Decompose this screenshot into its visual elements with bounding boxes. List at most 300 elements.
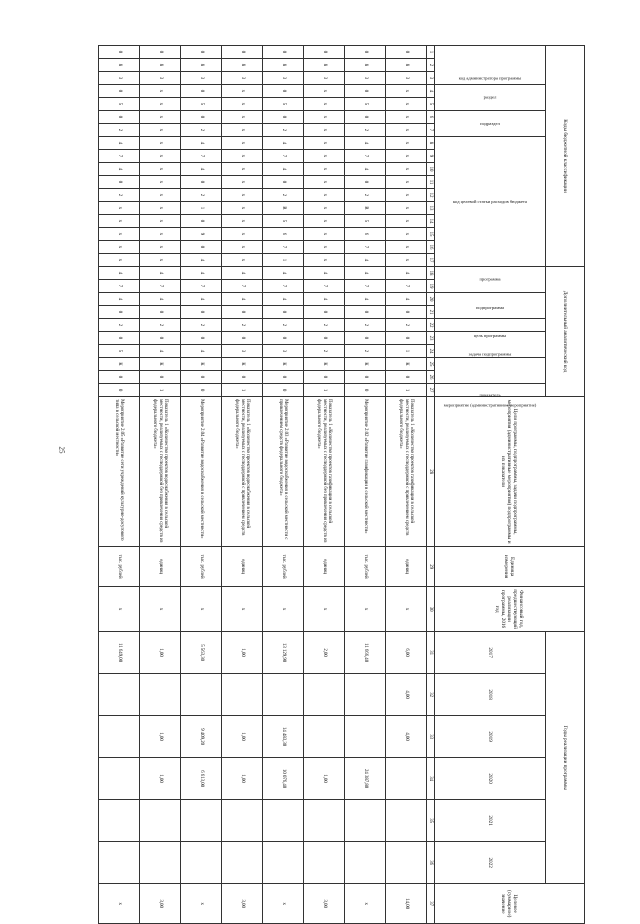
row-year-value bbox=[140, 842, 181, 884]
code-target-header bbox=[435, 137, 546, 267]
code-cell: 0 bbox=[263, 306, 304, 319]
code-cell: 2 bbox=[304, 345, 345, 358]
code-cell: х bbox=[99, 215, 140, 228]
code-cell: 0 bbox=[263, 111, 304, 124]
code-cell: 5 bbox=[263, 215, 304, 228]
col-index: 6 bbox=[427, 111, 435, 124]
code-cell: х bbox=[140, 254, 181, 267]
code-cell: х bbox=[386, 215, 427, 228]
table-row bbox=[304, 46, 345, 924]
code-cell: 4 bbox=[181, 254, 222, 267]
code-cell: 2 bbox=[99, 189, 140, 202]
row-year-value: 4,00 bbox=[386, 674, 427, 716]
code-cell: х bbox=[386, 163, 427, 176]
code-cell: R bbox=[345, 202, 386, 215]
code-cell: 1 bbox=[386, 345, 427, 358]
code-cell: 3 bbox=[222, 72, 263, 85]
col-index: 15 bbox=[427, 228, 435, 241]
extra-col-header-1 bbox=[435, 293, 546, 319]
row-year-value bbox=[99, 842, 140, 884]
row-year-value bbox=[386, 800, 427, 842]
row-year-value bbox=[345, 674, 386, 716]
code-cell: х bbox=[386, 254, 427, 267]
code-cell: х bbox=[222, 150, 263, 163]
code-cell: 3 bbox=[345, 72, 386, 85]
col-index: 32 bbox=[427, 674, 435, 716]
col-index: 14 bbox=[427, 215, 435, 228]
col-index: 26 bbox=[427, 371, 435, 384]
code-cell: 3 bbox=[181, 72, 222, 85]
code-cell: х bbox=[304, 189, 345, 202]
code-cell: 0 bbox=[140, 46, 181, 59]
code-cell: 0 bbox=[304, 332, 345, 345]
code-cell: 0 bbox=[345, 371, 386, 384]
row-year-value bbox=[304, 716, 345, 758]
code-cell: 0 bbox=[345, 306, 386, 319]
row-year-value: 1,00 bbox=[222, 758, 263, 800]
row-year-value bbox=[222, 842, 263, 884]
table-row bbox=[99, 46, 140, 924]
code-cell: 2 bbox=[263, 319, 304, 332]
row-total: х bbox=[345, 884, 386, 924]
code-cell: 4 bbox=[140, 267, 181, 280]
table-row bbox=[181, 46, 222, 924]
row-unit: единиц bbox=[304, 547, 345, 587]
code-cell: 8 bbox=[181, 59, 222, 72]
code-cell: К bbox=[99, 358, 140, 371]
code-cell: 0 bbox=[345, 85, 386, 98]
code-cell: х bbox=[140, 137, 181, 150]
code-cell: 0 bbox=[99, 85, 140, 98]
row-fin-year: х bbox=[304, 587, 345, 632]
code-cell: 4 bbox=[181, 163, 222, 176]
code-cell: 3 bbox=[263, 72, 304, 85]
code-cell: х bbox=[99, 228, 140, 241]
code-cell: 2 bbox=[181, 189, 222, 202]
code-cell: 0 bbox=[222, 306, 263, 319]
code-cell: 0 bbox=[99, 332, 140, 345]
code-cell: х bbox=[386, 111, 427, 124]
col-index: 7 bbox=[427, 124, 435, 137]
row-year-value: 9 409,20 bbox=[181, 716, 222, 758]
code-cell: 3 bbox=[222, 345, 263, 358]
code-cell: 0 bbox=[181, 371, 222, 384]
code-cell: 2 bbox=[263, 189, 304, 202]
code-cell: х bbox=[99, 254, 140, 267]
code-cell: 0 bbox=[263, 85, 304, 98]
code-cell: 2 bbox=[181, 319, 222, 332]
code-cell: х bbox=[222, 85, 263, 98]
col-index: 27 bbox=[427, 384, 435, 397]
col-index: 23 bbox=[427, 332, 435, 345]
extra-class-header: Дополнительный аналитический код bbox=[546, 267, 585, 397]
table-row bbox=[263, 46, 304, 924]
code-cell: К bbox=[222, 358, 263, 371]
code-cell: 0 bbox=[304, 46, 345, 59]
name-header: Цели программы, подпрограммы, задачи подпрограммы, мероприятия (административные мероприятия) подпрограммы и их показатели bbox=[435, 397, 585, 547]
col-index: 17 bbox=[427, 254, 435, 267]
podrazdel-header bbox=[435, 111, 546, 137]
row-year-value: 10 076,40 bbox=[263, 758, 304, 800]
row-unit: единиц bbox=[222, 547, 263, 587]
code-cell: х bbox=[140, 85, 181, 98]
code-cell: К bbox=[304, 358, 345, 371]
code-cell: 4 bbox=[386, 293, 427, 306]
row-description: Показатель 1 «Количество проектов газификации в сельской местности, реализуемых с господдержкой без привлечения средств из федерального бюджета» bbox=[304, 397, 345, 547]
code-cell: К bbox=[263, 358, 304, 371]
row-fin-year: х bbox=[181, 587, 222, 632]
row-unit: тыс. рублей bbox=[99, 547, 140, 587]
code-cell: 0 bbox=[99, 176, 140, 189]
row-year-value bbox=[304, 842, 345, 884]
code-cell: R bbox=[263, 202, 304, 215]
code-cell: 1 bbox=[181, 202, 222, 215]
col-index: 22 bbox=[427, 319, 435, 332]
row-year-value: 1,00 bbox=[140, 758, 181, 800]
code-cell: 0 bbox=[181, 85, 222, 98]
code-cell: х bbox=[222, 98, 263, 111]
code-cell: 4 bbox=[345, 137, 386, 150]
extra-col-header-2 bbox=[435, 319, 546, 339]
code-cell: 2 bbox=[304, 319, 345, 332]
code-cell: х bbox=[304, 215, 345, 228]
code-cell: х bbox=[222, 254, 263, 267]
code-cell: 8 bbox=[140, 59, 181, 72]
code-cell: 0 bbox=[181, 332, 222, 345]
code-cell: 5 bbox=[345, 215, 386, 228]
row-year-value bbox=[345, 800, 386, 842]
year-header-2020: 2020 bbox=[435, 758, 546, 800]
code-cell: х bbox=[304, 163, 345, 176]
table-row bbox=[386, 46, 427, 924]
row-unit: единиц bbox=[140, 547, 181, 587]
row-year-value bbox=[386, 758, 427, 800]
row-description: Мероприятие 2.04 «Развитие водоснабжения в сельской местности» bbox=[181, 397, 222, 547]
row-year-value: 6 613,00 bbox=[181, 758, 222, 800]
code-cell: 2 bbox=[345, 319, 386, 332]
code-cell: х bbox=[140, 150, 181, 163]
code-cell: 2 bbox=[345, 189, 386, 202]
table-row bbox=[222, 46, 263, 924]
code-cell: х bbox=[222, 228, 263, 241]
code-cell: х bbox=[304, 137, 345, 150]
code-cell: К bbox=[140, 358, 181, 371]
code-cell: 0 bbox=[99, 371, 140, 384]
code-cell: 7 bbox=[263, 150, 304, 163]
year-header-2018: 2018 bbox=[435, 674, 546, 716]
code-cell: х bbox=[304, 124, 345, 137]
extra-col-header-4-text: мероприятие (административное мероприятие) bbox=[443, 402, 537, 408]
extra-col-header-5-text: показатель bbox=[479, 392, 501, 398]
years-header: Годы реализации программы bbox=[546, 632, 585, 884]
code-cell: 6 bbox=[263, 228, 304, 241]
code-cell: 1 bbox=[304, 384, 345, 397]
row-year-value bbox=[345, 716, 386, 758]
row-year-value bbox=[140, 800, 181, 842]
code-cell: х bbox=[304, 228, 345, 241]
code-cell: х bbox=[386, 98, 427, 111]
unit-header: Единица измерения bbox=[435, 547, 585, 587]
row-year-value bbox=[222, 800, 263, 842]
code-cell: 2 bbox=[345, 124, 386, 137]
col-index: 19 bbox=[427, 280, 435, 293]
row-fin-year: х bbox=[345, 587, 386, 632]
year-header-2017: 2017 bbox=[435, 632, 546, 674]
row-fin-year: х bbox=[263, 587, 304, 632]
code-cell: 2 bbox=[222, 319, 263, 332]
row-year-value bbox=[263, 800, 304, 842]
row-description: Показатель 1 «Количество проектов водоснабжения в сельской местности, реализуемых с господдержкой с привлечением средств федерального бюджета» bbox=[222, 397, 263, 547]
code-cell: 4 bbox=[99, 267, 140, 280]
code-cell: 5 bbox=[345, 98, 386, 111]
code-target-header-text: код целевой статьи расходов бюджета bbox=[453, 198, 527, 204]
code-cell: х bbox=[222, 176, 263, 189]
row-year-value bbox=[99, 716, 140, 758]
code-cell: 2 bbox=[99, 124, 140, 137]
code-cell: х bbox=[304, 85, 345, 98]
code-cell: 9 bbox=[181, 228, 222, 241]
col-index: 11 bbox=[427, 176, 435, 189]
code-cell: 4 bbox=[345, 163, 386, 176]
code-cell: 7 bbox=[345, 150, 386, 163]
row-year-value bbox=[222, 674, 263, 716]
code-cell: 4 bbox=[304, 293, 345, 306]
col-index: 30 bbox=[427, 587, 435, 632]
code-cell: х bbox=[386, 176, 427, 189]
code-cell: х bbox=[222, 189, 263, 202]
col-index: 34 bbox=[427, 758, 435, 800]
code-cell: 0 bbox=[99, 306, 140, 319]
row-description: Мероприятие 2.05 «Развитие сети учреждений культурно-досугового типа в сельской местности» bbox=[99, 397, 140, 547]
col-index: 29 bbox=[427, 547, 435, 587]
row-total: х bbox=[99, 884, 140, 924]
code-cell: х bbox=[386, 150, 427, 163]
row-description: Показатель 1 «Количество проектов водоснабжения в сельской местности, реализуемых с господдержкой без привлечения средств из федерального бюджета» bbox=[140, 397, 181, 547]
code-cell: 4 bbox=[386, 267, 427, 280]
code-cell: х bbox=[304, 111, 345, 124]
code-cell: 0 bbox=[181, 241, 222, 254]
row-description: Показатель 1 «Количество проектов газификации в сельской местности, реализуемых с господдержкой с привлечением средств федерального бюджета» bbox=[386, 397, 427, 547]
code-cell: 0 bbox=[304, 306, 345, 319]
row-year-value: 1,00 bbox=[140, 716, 181, 758]
code-cell: 7 bbox=[345, 241, 386, 254]
code-cell: х bbox=[140, 215, 181, 228]
code-cell: х bbox=[222, 163, 263, 176]
row-unit: единиц bbox=[386, 547, 427, 587]
code-cell: 0 bbox=[345, 46, 386, 59]
code-cell: х bbox=[386, 241, 427, 254]
code-cell: 0 bbox=[222, 371, 263, 384]
code-cell: 4 bbox=[99, 163, 140, 176]
code-cell: 7 bbox=[345, 280, 386, 293]
col-index: 24 bbox=[427, 345, 435, 358]
code-cell: 0 bbox=[304, 371, 345, 384]
total-header: Целевое (суммарное) значение bbox=[435, 884, 585, 924]
code-cell: х bbox=[386, 228, 427, 241]
code-cell: х bbox=[386, 124, 427, 137]
code-cell: 4 bbox=[181, 137, 222, 150]
col-index: 5 bbox=[427, 98, 435, 111]
code-cell: 1 bbox=[386, 384, 427, 397]
code-cell: 0 bbox=[263, 332, 304, 345]
row-year-value: 14 483,30 bbox=[263, 716, 304, 758]
code-cell: х bbox=[304, 241, 345, 254]
code-cell: 4 bbox=[345, 254, 386, 267]
extra-col-header-1-text: подпрограмма bbox=[475, 305, 505, 311]
col-index: 31 bbox=[427, 632, 435, 674]
row-total: х bbox=[263, 884, 304, 924]
code-cell: х bbox=[99, 202, 140, 215]
code-cell: 0 bbox=[222, 332, 263, 345]
row-year-value bbox=[99, 800, 140, 842]
code-cell: 4 bbox=[345, 267, 386, 280]
code-cell: 5 bbox=[181, 98, 222, 111]
row-total: 3,00 bbox=[222, 884, 263, 924]
row-year-value bbox=[263, 842, 304, 884]
col-index: 20 bbox=[427, 293, 435, 306]
code-cell: х bbox=[304, 202, 345, 215]
code-cell: 2 bbox=[386, 319, 427, 332]
col-index: 13 bbox=[427, 202, 435, 215]
row-year-value: 24 387,80 bbox=[345, 758, 386, 800]
code-cell: 7 bbox=[386, 280, 427, 293]
code-cell: 4 bbox=[345, 293, 386, 306]
row-year-value: 1,00 bbox=[222, 632, 263, 674]
row-year-value bbox=[99, 758, 140, 800]
code-cell: 4 bbox=[99, 137, 140, 150]
row-year-value bbox=[304, 674, 345, 716]
code-cell: 0 bbox=[345, 111, 386, 124]
code-cell: К bbox=[345, 358, 386, 371]
row-year-value: 11 666,40 bbox=[345, 632, 386, 674]
code-cell: 4 bbox=[263, 163, 304, 176]
code-cell: 8 bbox=[386, 59, 427, 72]
code-cell: 1 bbox=[140, 384, 181, 397]
row-year-value: 1,00 bbox=[304, 758, 345, 800]
row-year-value bbox=[304, 800, 345, 842]
code-cell: 0 bbox=[99, 384, 140, 397]
code-cell: 8 bbox=[222, 59, 263, 72]
code-cell: х bbox=[222, 124, 263, 137]
row-year-value bbox=[181, 800, 222, 842]
code-cell: 0 bbox=[181, 111, 222, 124]
col-index: 36 bbox=[427, 842, 435, 884]
fin-year-header: Финансовый год, предшествующий реализации программы, 2016 год bbox=[435, 587, 585, 632]
code-cell: х bbox=[304, 176, 345, 189]
code-cell: х bbox=[222, 137, 263, 150]
code-cell: х bbox=[140, 124, 181, 137]
code-cell: х bbox=[304, 98, 345, 111]
budget-class-header: Коды бюджетной классификации bbox=[546, 46, 585, 267]
code-cell: 2 bbox=[263, 124, 304, 137]
row-fin-year: х bbox=[99, 587, 140, 632]
col-index: 16 bbox=[427, 241, 435, 254]
extra-col-header-2-text: цель программы bbox=[473, 333, 507, 339]
code-cell: К bbox=[181, 358, 222, 371]
code-cell: 0 bbox=[222, 46, 263, 59]
code-cell: х bbox=[386, 137, 427, 150]
code-cell: 0 bbox=[263, 384, 304, 397]
code-cell: 0 bbox=[386, 306, 427, 319]
code-cell: х bbox=[140, 202, 181, 215]
row-unit: тыс. рублей bbox=[181, 547, 222, 587]
row-total: 3,00 bbox=[140, 884, 181, 924]
table-row bbox=[345, 46, 386, 924]
code-cell: 8 bbox=[99, 59, 140, 72]
code-cell: 5 bbox=[99, 345, 140, 358]
code-cell: х bbox=[140, 176, 181, 189]
code-cell: 7 bbox=[222, 280, 263, 293]
row-fin-year: х bbox=[140, 587, 181, 632]
extra-col-header-3-text: задача подпрограммы bbox=[468, 351, 512, 357]
code-cell: х bbox=[222, 241, 263, 254]
code-cell: х bbox=[222, 202, 263, 215]
col-index: 9 bbox=[427, 150, 435, 163]
code-cell: 4 bbox=[140, 293, 181, 306]
program-table bbox=[98, 45, 585, 924]
row-year-value: 13 129,90 bbox=[263, 632, 304, 674]
row-description: Мероприятие 2.03 «Развитие водоснабжения в сельской местности с привлечением средств федерального бюджета» bbox=[263, 397, 304, 547]
code-cell: 4 bbox=[181, 267, 222, 280]
col-index: 37 bbox=[427, 884, 435, 924]
row-year-value: 4,00 bbox=[386, 716, 427, 758]
table-row bbox=[140, 46, 181, 924]
code-cell: х bbox=[140, 241, 181, 254]
col-index: 4 bbox=[427, 85, 435, 98]
row-total: х bbox=[181, 884, 222, 924]
col-index: 28 bbox=[427, 397, 435, 547]
document-sheet bbox=[85, 45, 585, 918]
year-header-2022: 2022 bbox=[435, 842, 546, 884]
row-total: 14,00 bbox=[386, 884, 427, 924]
row-total: 3,00 bbox=[304, 884, 345, 924]
code-cell: 7 bbox=[263, 241, 304, 254]
row-year-value bbox=[99, 674, 140, 716]
code-cell: х bbox=[304, 150, 345, 163]
code-cell: 0 bbox=[181, 306, 222, 319]
year-header-2019: 2019 bbox=[435, 716, 546, 758]
code-cell: 7 bbox=[181, 150, 222, 163]
code-cell: х bbox=[222, 111, 263, 124]
page-number-text: 25 bbox=[57, 446, 66, 454]
code-cell: 3 bbox=[263, 345, 304, 358]
extra-col-header-0 bbox=[435, 267, 546, 293]
row-year-value bbox=[181, 842, 222, 884]
code-cell: х bbox=[99, 241, 140, 254]
col-index: 21 bbox=[427, 306, 435, 319]
row-year-value: 11 649,00 bbox=[99, 632, 140, 674]
col-index: 12 bbox=[427, 189, 435, 202]
code-cell: 0 bbox=[263, 176, 304, 189]
code-cell: 7 bbox=[181, 280, 222, 293]
razdel-header-text: раздел bbox=[483, 94, 497, 100]
code-cell: 2 bbox=[99, 319, 140, 332]
col-index: 1 bbox=[427, 46, 435, 59]
row-year-value: 1,00 bbox=[140, 632, 181, 674]
code-cell: х bbox=[386, 202, 427, 215]
code-cell: 0 bbox=[181, 215, 222, 228]
code-cell: 0 bbox=[263, 371, 304, 384]
code-cell: 5 bbox=[99, 98, 140, 111]
code-cell: х bbox=[140, 228, 181, 241]
extra-col-header-0-text: программа bbox=[479, 276, 501, 282]
row-year-value: 5 563,30 bbox=[181, 632, 222, 674]
row-year-value bbox=[140, 674, 181, 716]
code-cell: х bbox=[140, 98, 181, 111]
code-cell: 0 bbox=[140, 371, 181, 384]
code-cell: 6 bbox=[345, 228, 386, 241]
code-cell: 1 bbox=[263, 254, 304, 267]
